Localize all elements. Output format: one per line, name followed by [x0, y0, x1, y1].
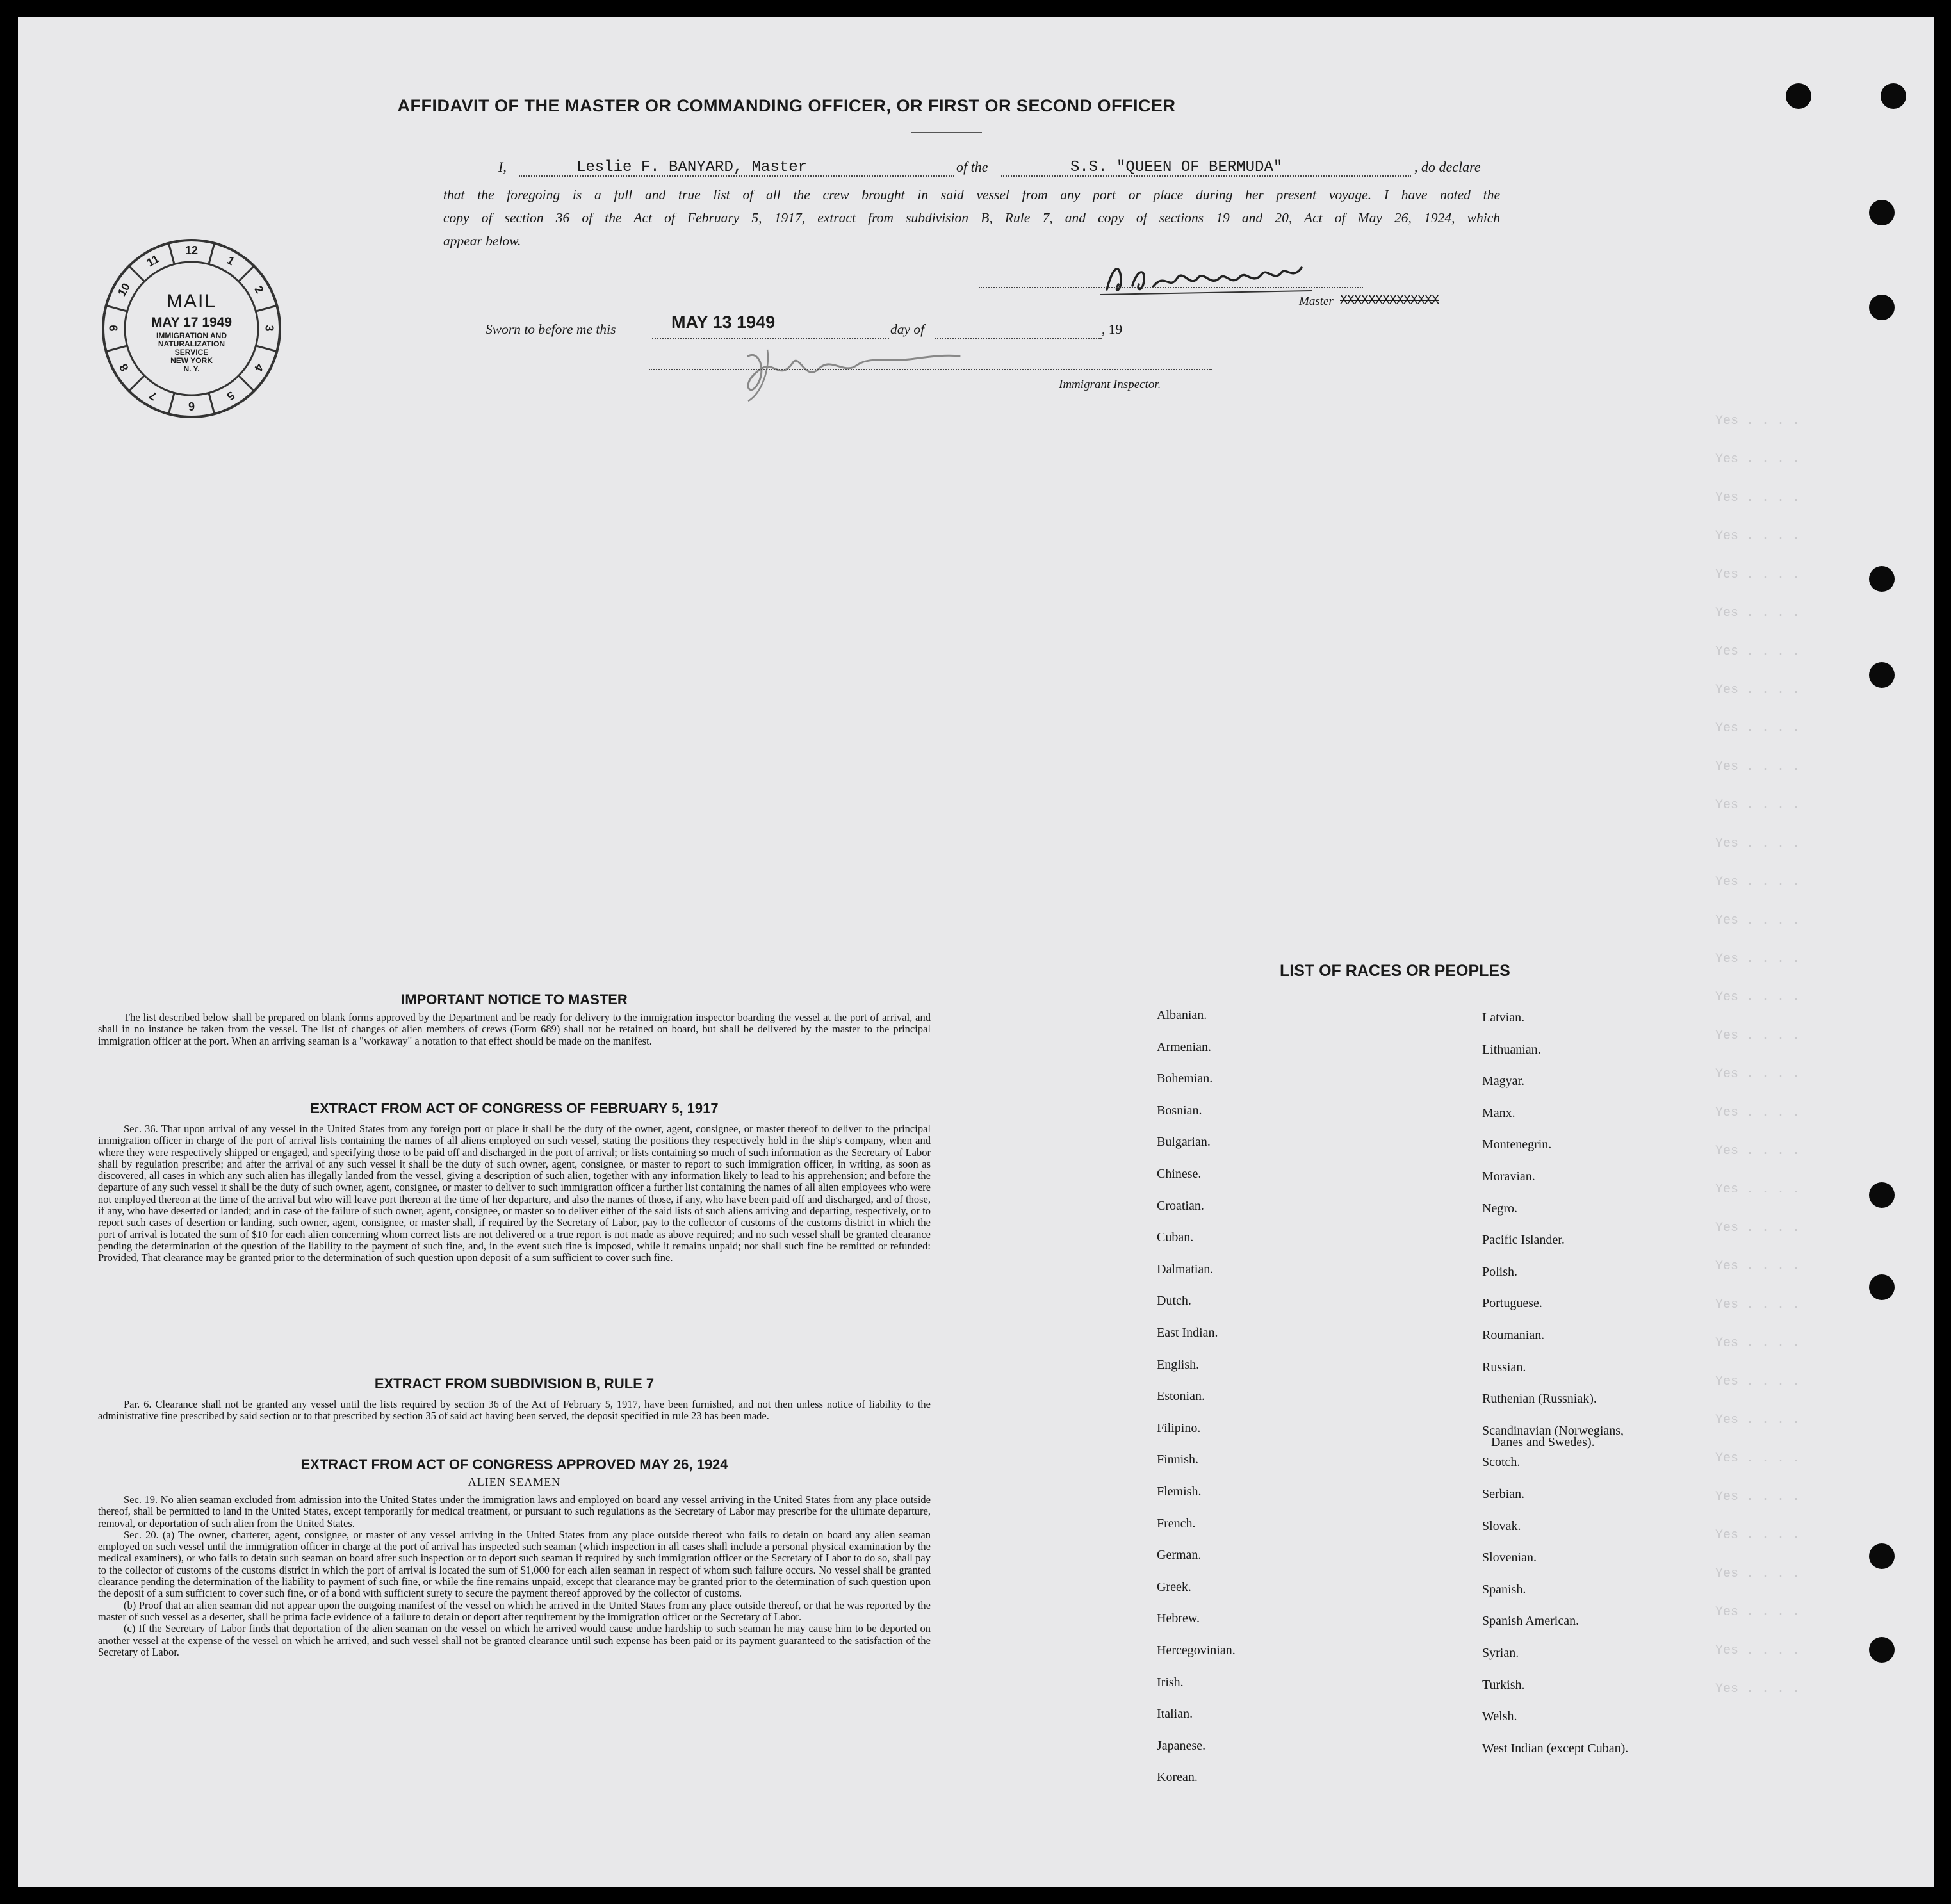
- extract-1917-title: EXTRACT FROM ACT OF CONGRESS OF FEBRUARY 5, 1917: [310, 1100, 719, 1116]
- race-item: Negro.: [1482, 1201, 1517, 1216]
- notice-title: IMPORTANT NOTICE TO MASTER: [401, 991, 628, 1007]
- sec-19-body: Sec. 19. No alien seaman excluded from admission into the United States under the immigration laws and employed on board any vessel arriving in the United States from any place outside thereof, shall be permitted to land in the United States, except temporarily for medical treatment, or pursuant to such regulations as the Secretary of Labor may prescribe for the ultimate departure, removal, or deportation of such alien from the United States.: [98, 1493, 931, 1529]
- race-item: Danes and Swedes).: [1491, 1435, 1595, 1449]
- race-item: Albanian.: [1157, 1008, 1207, 1022]
- race-item: Spanish American.: [1482, 1614, 1580, 1629]
- race-item: Slovenian.: [1482, 1550, 1537, 1565]
- mail-received-stamp: [99, 236, 284, 421]
- race-item: Filipino.: [1157, 1420, 1201, 1435]
- extract-1924-section: [98, 1456, 931, 1658]
- stamp-dial-number: 3: [263, 325, 276, 332]
- race-item: German.: [1157, 1548, 1202, 1563]
- stamp-line-3: SERVICE: [174, 348, 209, 357]
- race-item: Bosnian.: [1157, 1103, 1202, 1118]
- affidavit-line-2: that the foregoing is a full and true list of all the crew brought in said vessel from any port or place during her present voyage. I have noted the: [443, 187, 1500, 202]
- race-item: Spanish.: [1482, 1582, 1526, 1597]
- stamp-line-1: IMMIGRATION AND: [156, 331, 227, 340]
- stamp-line-5: N. Y.: [183, 364, 200, 373]
- race-item: Korean.: [1157, 1770, 1198, 1785]
- stamp-dial-divider: [129, 376, 144, 391]
- race-item: Syrian.: [1482, 1646, 1519, 1660]
- stamp-dial-number: 12: [184, 244, 199, 257]
- race-item: Irish.: [1157, 1675, 1184, 1689]
- race-item: Croatian.: [1157, 1198, 1204, 1213]
- notice-section: [98, 991, 931, 1047]
- races-title: LIST OF RACES OR PEOPLES: [1280, 962, 1510, 980]
- race-item: Russian.: [1482, 1360, 1526, 1374]
- stamp-dial-divider: [209, 393, 215, 414]
- race-item: Hebrew.: [1157, 1611, 1200, 1626]
- race-item: Montenegrin.: [1482, 1137, 1552, 1152]
- declarant-field: [519, 159, 954, 177]
- race-item: Flemish.: [1157, 1485, 1202, 1499]
- race-item: East Indian.: [1157, 1326, 1218, 1340]
- race-item: Estonian.: [1157, 1389, 1205, 1404]
- inspector-caption: Immigrant Inspector.: [1059, 378, 1161, 391]
- race-item: Polish.: [1482, 1264, 1518, 1279]
- sec-20c-body: (c) If the Secretary of Labor finds that deportation of the alien seaman on the vessel on which he arrived would cause undue hardship to such seaman he may cause him to be deported on another vessel at the expense of the vessel on which he arrived, and such vessel shall not be granted clearance until such expense has been paid or its payment guaranteed to the satisfaction of the Secretary of Labor.: [98, 1622, 931, 1658]
- stamp-line-2: NATURALIZATION: [158, 339, 225, 348]
- race-item: Slovak.: [1482, 1518, 1521, 1533]
- race-item: Chinese.: [1157, 1167, 1202, 1181]
- vessel-name: S.S. "QUEEN OF BERMUDA": [1070, 159, 1283, 176]
- day-of-label: day of: [890, 321, 925, 337]
- stamp-dial-number: 9: [107, 325, 120, 332]
- race-item: Hercegovinian.: [1157, 1643, 1236, 1657]
- sworn-date-stamp: MAY 13 1949: [671, 313, 776, 332]
- stamp-date: MAY 17 1949: [151, 315, 233, 330]
- sec-20a-body: Sec. 20. (a) The owner, charterer, agent, consignee, or master of any vessel arriving in the United States from any place outside thereof who fails to detain on board any alien seaman employed on such vessel until the immigration officer in charge at the port of arrival has inspected such seaman (which inspection in all cases shall include a personal physical examination by the medical examiners), or who fails to detain such seaman on board after such inspection or to deport such seaman if required by such immigration officer or the Secretary of Labor to do so, shall pay to the collector of customs of the customs district in which the port of arrival is located the sum of $1,000 for each alien seaman in respect of whom such failure occurs. No vessel shall be granted clearance pending the determination of the liability to payment of such fine, or while the fine remains unpaid, except that clearance may be granted prior to the determination of such question upon the deposit of a sum sufficient to cover such fine, or of a bond with sufficient surety to secure the payment thereof approved by the collector of customs.: [98, 1528, 931, 1600]
- extract-1917-body: Sec. 36. That upon arrival of any vessel in the United States from any foreign port or place it shall be the duty of the owner, agent, consignee, or master thereof to deliver to the principal immigration officer in charge of the port of arrival lists containing the names of all aliens employed on such vessel, stating the positions they respectively hold in the ship's company, when and where they were respectively shipped or engaged, and specifying those to be paid off and discharged in the port of arrival; or lists containing so much of such information as the Secretary of Labor shall by regulation prescribe; and after the arrival of any such vessel it shall be the duty of such owner, agent, consignee, or master to report to such immigration officer, in writing, as soon as discovered, all cases in which any such alien has illegally landed from the vessel, giving a description of such alien, together with any information likely to lead to his apprehension; and before the departure of any such vessel it shall be the duty of such owner, agent, consignee, or master to deliver to such immigration officer a further list containing the names of all alien employees who were not employed thereon at the time of the arrival but who will leave port thereon at the time of her departure, and also the names of those, if any, who have been paid off and discharged, and of those, if any, who have deserted or landed; and in case of the failure of such owner, agent, consignee, or master so to deliver either of the said lists of such aliens arriving and departing, respectively, or to report such cases of desertion or landing, such owner, agent, consignee, or master shall, if required by the Secretary of Labor, pay to the collector of customs of the customs district in which the port of arrival is located the sum of $10 for each alien concerning whom correct lists are not delivered or a true report is not made as above required; and no such vessel shall be granted clearance pending the determination of the question of the liability to the payment of such fine, and, in the event such fine is imposed, while it remains unpaid; nor shall such fine be remitted or refunded: Provided, That clearance may be granted prior to the determination of such question upon deposit of a sum sufficient to cover such fine.: [98, 1123, 931, 1264]
- year-prefix: , 19: [1102, 321, 1123, 337]
- race-item: Latvian.: [1482, 1011, 1525, 1025]
- stamp-dial-number: 10: [115, 281, 133, 298]
- affidavit-prefix: I,: [498, 159, 507, 175]
- race-item: Magyar.: [1482, 1074, 1525, 1089]
- race-item: Dalmatian.: [1157, 1262, 1214, 1276]
- stamp-dial-divider: [239, 376, 254, 391]
- race-item: Bohemian.: [1157, 1071, 1213, 1086]
- stamp-dial-number: 11: [144, 252, 161, 270]
- race-item: Serbian.: [1482, 1487, 1525, 1501]
- rule-7-title: EXTRACT FROM SUBDIVISION B, RULE 7: [374, 1376, 655, 1392]
- extract-1917-section: [98, 1100, 931, 1264]
- master-signature-line: [979, 286, 1363, 288]
- race-item: Bulgarian.: [1157, 1135, 1211, 1150]
- affidavit-line-4: appear below.: [443, 233, 521, 248]
- race-item: French.: [1157, 1516, 1196, 1531]
- stamp-dial-number: 5: [224, 388, 237, 403]
- race-item: Scotch.: [1482, 1455, 1521, 1470]
- stamp-dial-divider: [129, 266, 144, 281]
- struck-title: XXXXXXXXXXXXXX: [1340, 293, 1439, 308]
- inspector-signature: [722, 337, 966, 407]
- race-item: Ruthenian (Russniak).: [1482, 1392, 1597, 1406]
- rule-7-section: [98, 1376, 931, 1422]
- stamp-dial-number: 7: [146, 388, 159, 403]
- race-item: English.: [1157, 1357, 1200, 1372]
- stamp-dial-divider: [168, 243, 174, 264]
- affidavit-line-3: copy of section 36 of the Act of February 5, 1917, extract from subdivision B, Rule 7, and copy of sections 19 and 20, Act of May 26, 1924, which: [443, 210, 1500, 225]
- stamp-dial-number: 8: [117, 361, 131, 373]
- do-declare-label: , do declare: [1414, 159, 1481, 175]
- stamp-dial-number: 2: [252, 283, 266, 296]
- race-item: Moravian.: [1482, 1169, 1535, 1184]
- document-page: Yes . . . . Yes . . . . Yes . . . . Yes . . . . Yes . . . . Yes . . . . Yes . . . . Yes . . . . Yes . . . . Yes . . . . Yes . . . . Yes . . . . Yes . . . . Yes . . . . Yes . . . . Yes . . . . Yes . . . . Yes . . . . Yes . . . . Yes . . . . Yes . . . . Yes . . . . Yes . . . . Yes . . . . Yes . . . . Yes . . . . Yes . . . . Yes . . . . Yes . . . . Yes . . . . Yes . . . . Yes . . . . Yes . . . . Yes . . . . AFFIDAVIT OF THE MASTER OR COMMANDING OFFICER, OR FIRST OR SECOND OFFICER I, Leslie F. BANYARD, Master of the S.S. "QUEEN OF BERMUDA" , do declare that the foregoing is a full and true list of all the crew brought in said vessel from any port or place during her present voyage. I have noted the copy of section 36 of the Act of February 5, 1917, extract from subdivision B, Rule 7, and copy of sections 19 and 20, Act of May 26, 1924, which appear below. Master XXXXXXXXXXXXXX Sworn to before me this MAY 13 1949 day of , 19 Immigrant Inspector. 12 1 2 3 4 5 6 7 8 9 10 11 MAIL MAY 17 1949 IMMIGRATION AND NATURALIZATION SERVICE NEW YORK N. Y. IMPORTANT NOTICE TO MASTER The list described below shall be prepared on blank forms approved by the Department and be ready for delivery to the immigration inspector boarding the vessel at the port of arrival, and shall in no instance be taken from the vessel. The list of changes of alien members of crews (Form 689) shall not be retained on board, but shall be delivered by the master to the principal immigration officer at the port. When an arriving seaman is a "workaway" a notation to that effect should be made on the manifest. EXTRACT FROM ACT OF CONGRESS OF FEBRUARY 5, 1917 Sec. 36. That upon arrival of any vessel in the United States from any foreign port or place it shall be the duty of the owner, agent, consignee, or master thereof to deliver to the principal immigration officer in charge of the port of arrival lists containing the names of all aliens employed on such vessel, stating the positions they respectively hold in the ship's company, when and where they were respectively shipped or engaged, and specifying those to be paid off and discharged in the port of arrival; or lists containing so much of such information as the Secretary of Labor shall by regulation prescribe; and after the arrival of any such vessel it shall be the duty of such owner, agent, consignee, or master to report to such immigration officer, in writing, as soon as discovered, all cases in which any such alien has illegally landed from the vessel, giving a description of such alien, together with any information likely to lead to his apprehension; and before the departure of any such vessel it shall be the duty of such owner, agent, consignee, or master to deliver to such immigration officer a further list containing the names of all alien employees who were not employed thereon at the time of the arrival but who will leave port thereon at the time of her departure, and also the names of those, if any, who have been paid off and discharged, and of those, if any, who have deserted or landed; and in case of the failure of such owner, agent, consignee, or master so to deliver either of the said lists of such aliens arriving and departing, respectively, or to report such cases of desertion or landing, such owner, agent, consignee, or master shall, if required by the Secretary of Labor, pay to the collector of customs of the customs district in which the port of arrival is located the sum of $10 for each alien concerning whom correct lists are not delivered or a true report is not made as above required; and no such vessel shall be granted clearance pending the determination of the question of the liability to the payment of such fine, and, in the event such fine is imposed, while it remains unpaid; nor shall such fine be remitted or refunded: Provided, That clearance may be granted prior to the determination of such question upon deposit of a sum sufficient to cover such fine. EXTRACT FROM SUBDIVISION B, RULE 7 Par. 6. Clearance shall not be granted any vessel until the lists required by section 36 of the Act of February 5, 1917, have been furnished, and not then unless notice of liability to the administrative fine prescribed by said section or to that prescribed by section 35 of said act having been served, the deposit specified in rule 23 has been made. EXTRACT FROM ACT OF CONGRESS APPROVED MAY 26, 1924 ALIEN SEAMEN Sec. 19. No alien seaman excluded from admission into the United States under the immigration laws and employed on board any vessel arriving in the United States from any place outside thereof, shall be permitted to land in the United States, except temporarily for medical treatment, or pursuant to such regulations as the Secretary of Labor may prescribe for the ultimate departure, removal, or deportation of such alien from the United States. Sec. 20. (a) The owner, charterer, agent, consignee, or master of any vessel arriving in the United States from any place outside thereof who fails to detain on board any alien seaman employed on such vessel until the immigration officer in charge at the port of arrival has inspected such seaman (which inspection in all cases shall include a personal physical examination by the medical examiners), or who fails to detain such seaman on board after such inspection or to deport such seaman if required by such immigration officer or the Secretary of Labor to do so, shall pay to the collector of customs of the customs district in which the port of arrival is located the sum of $1,000 for each alien seaman in respect of whom such failure occurs. No vessel shall be granted clearance pending the determination of the liability to payment of such fine, or while the fine remains unpaid, except that clearance may be granted prior to the determination of such question upon the deposit of a sum sufficient to cover such fine, or of a bond with sufficient surety to secure the payment thereof approved by the collector of customs. (b) Proof that an alien seaman did not appear upon the outgoing manifest of the vessel on which he arrived in the United States from any place outside thereof, or that he was reported by the master of such vessel as a deserter, shall be prima facie evidence of a failure to detain or deport after requirement by the immigration officer or the Secretary of Labor. (c) If the Secretary of Labor finds that deportation of the alien seaman on the vessel on which he arrived would cause undue hardship to such seaman he may cause him to be deported on another vessel at the expense of the vessel on which he arrived, and such vessel shall not be granted clearance until such expense has been paid or its payment guaranteed to the satisfaction of the Secretary of Labor. LIST OF RACES OR PEOPLES Albanian. Armenian. Bohemian. Bosnian. Bulgarian. Chinese. Croatian. Cuban. Dalmatian. Dutch. East Indian. English. Estonian. Filipino. Finnish. Flemish. French. German. Greek. Hebrew. Hercegovinian. Irish. Italian. Japanese. Korean. Latvian. Lithuanian. Magyar. Manx. Montenegrin. Moravian. Negro. Pacific Islander. Polish. Portuguese. Roumanian. Russian. Ruthenian (Russniak). Scandinavian (Norwegians, Danes and Swedes). Scotch. Serbian. Slovak. Slovenian. Spanish. Spanish American. Syrian. Turkish. Welsh. West Indian (except Cuban).: [18, 17, 1934, 1887]
- stamp-dial-divider: [209, 243, 215, 264]
- alien-seamen-subtitle: ALIEN SEAMEN: [468, 1476, 561, 1488]
- race-item: Dutch.: [1157, 1294, 1191, 1308]
- stamp-dial-number: 4: [252, 361, 266, 373]
- sec-20b-body: (b) Proof that an alien seaman did not appear upon the outgoing manifest of the vessel on which he arrived in the United States from any place outside thereof, or that he was reported by the master of such vessel as a deserter, shall be prima facie evidence of a failure to detain or deport after requirement by the immigration officer or the Secretary of Labor.: [98, 1599, 931, 1623]
- master-caption: Master: [1299, 295, 1334, 308]
- stamp-dial-divider: [239, 266, 254, 281]
- race-item: Finnish.: [1157, 1452, 1199, 1467]
- race-item: Welsh.: [1482, 1709, 1517, 1724]
- stamp-mail: MAIL: [166, 291, 217, 312]
- race-item: Italian.: [1157, 1707, 1193, 1721]
- vessel-field: [1001, 159, 1411, 177]
- race-item: Armenian.: [1157, 1039, 1211, 1054]
- declarant-name: Leslie F. BANYARD, Master: [576, 159, 808, 176]
- stamp-dial-number: 6: [188, 400, 195, 412]
- race-item: Scandinavian (Norwegians,: [1482, 1423, 1624, 1438]
- stamp-dial-divider: [168, 393, 174, 414]
- inspector-signature-line: [649, 368, 1212, 370]
- stamp-line-4: NEW YORK: [170, 356, 213, 365]
- rule-7-body: Par. 6. Clearance shall not be granted any vessel until the lists required by section 36 of the Act of February 5, 1917, have been furnished, and not then unless notice of liability to the administrative fine prescribed by said section or to that prescribed by section 35 of said act having been served, the deposit specified in rule 23 has been made.: [98, 1398, 931, 1422]
- race-item: West Indian (except Cuban).: [1482, 1741, 1629, 1755]
- title-rule: [911, 132, 982, 133]
- extract-1924-title: EXTRACT FROM ACT OF CONGRESS APPROVED MAY 26, 1924: [300, 1456, 728, 1472]
- race-item: Greek.: [1157, 1579, 1191, 1594]
- race-item: Lithuanian.: [1482, 1042, 1541, 1057]
- race-item: Pacific Islander.: [1482, 1233, 1565, 1248]
- affidavit-title: AFFIDAVIT OF THE MASTER OR COMMANDING OFFICER, OR FIRST OR SECOND OFFICER: [397, 96, 1176, 115]
- notice-body: The list described below shall be prepared on blank forms approved by the Department and be ready for delivery to the immigration inspector boarding the vessel at the port of arrival, and shall in no instance be taken from the vessel. The list of changes of alien members of crews (Form 689) shall not be retained on board, but shall be delivered by the master to the principal immigration officer at the port. When an arriving seaman is a "workaway" a notation to that effect should be made on the manifest.: [98, 1011, 931, 1047]
- master-signature: [1094, 259, 1325, 304]
- race-item: Roumanian.: [1482, 1328, 1545, 1342]
- stamp-dial-number: 1: [224, 254, 237, 268]
- race-item: Japanese.: [1157, 1738, 1206, 1753]
- race-item: Cuban.: [1157, 1230, 1194, 1245]
- race-item: Turkish.: [1482, 1677, 1525, 1692]
- sworn-label: Sworn to before me this: [486, 321, 616, 337]
- race-item: Portuguese.: [1482, 1296, 1542, 1311]
- race-item: Manx.: [1482, 1105, 1515, 1120]
- of-the-label: of the: [956, 159, 988, 175]
